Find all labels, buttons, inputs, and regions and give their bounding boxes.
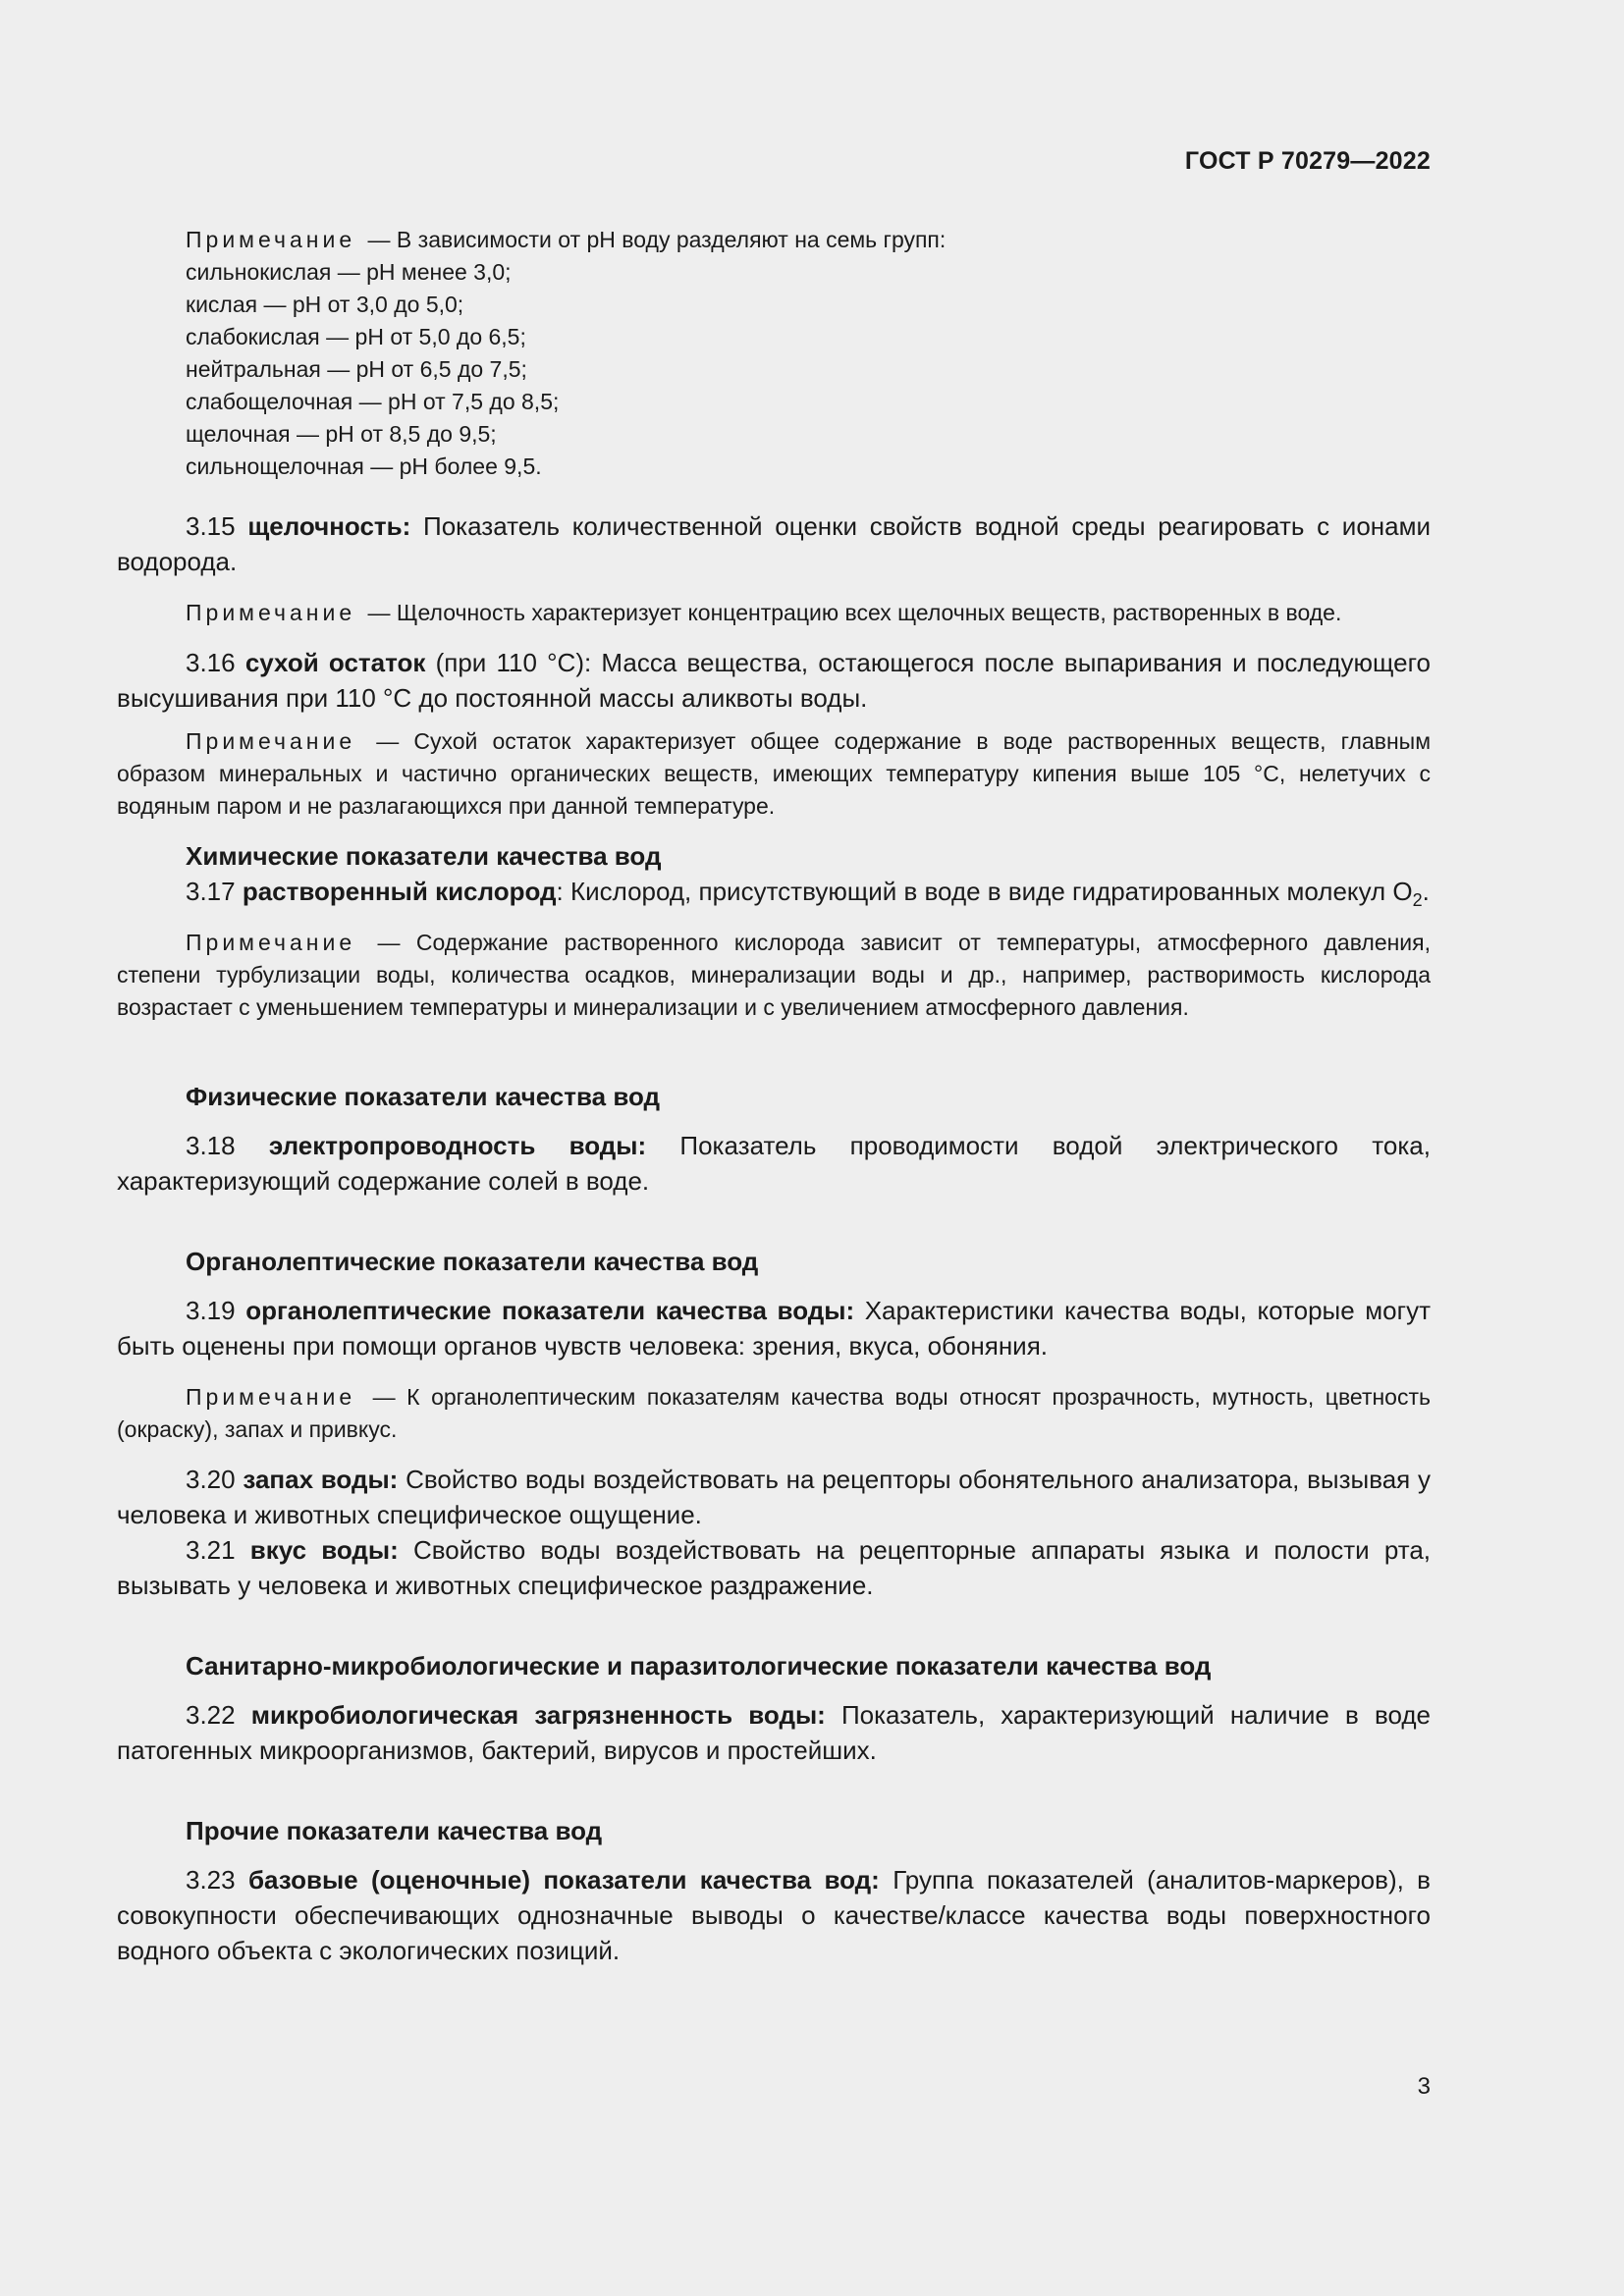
term-definition: Показатель проводимости водой электрического тока, характеризующий содержание солей в воде. (117, 1131, 1431, 1196)
term-definition: Свойство воды воздействовать на рецепторы обонятельного анализатора, вызывая у человека и животных специфическое ощущение. (117, 1465, 1431, 1529)
term-definition: Свойство воды воздействовать на рецепторные аппараты языка и полости рта, вызывать у человека и животных специфическое раздражение. (117, 1535, 1432, 1600)
note-3-16 (117, 725, 1431, 823)
note-label: Примечание (186, 930, 356, 955)
term-3-18 (117, 1128, 1431, 1199)
list-item: слабокислая — рН от 5,0 до 6,5; (186, 324, 526, 349)
term-qualifier: (при 110 °С): (435, 648, 592, 677)
term-number: 3.23 (186, 1865, 236, 1895)
section-heading-sanitary: Санитарно-микробиологические и паразитологические показатели качества вод (186, 1651, 1212, 1681)
section-heading-chemical: Химические показатели качества вод (186, 841, 662, 871)
term-3-15 (117, 508, 1431, 579)
term-name: растворенный кислород (242, 877, 557, 906)
term-3-20 (117, 1462, 1431, 1532)
term-tail: . (1422, 877, 1430, 906)
note-label: Примечание (186, 227, 356, 252)
term-name: запах воды: (243, 1465, 399, 1494)
term-definition: Показатель количественной оценки свойств водной среды реагировать с ионами водорода. (117, 511, 1432, 576)
term-number: 3.18 (186, 1131, 236, 1160)
list-item: щелочная — рН от 8,5 до 9,5; (186, 421, 497, 447)
note-ph (117, 224, 1431, 256)
term-number: 3.15 (186, 511, 236, 541)
term-number: 3.19 (186, 1296, 236, 1325)
section-heading-physical: Физические показатели качества вод (186, 1082, 661, 1111)
term-number: 3.22 (186, 1700, 236, 1730)
standard-id: ГОСТ Р 70279—2022 (1184, 147, 1431, 175)
note-text: — В зависимости от рН воду разделяют на семь групп: (367, 227, 947, 252)
list-item: сильнокислая — рН менее 3,0; (186, 259, 512, 285)
term-name: вкус воды: (249, 1535, 399, 1565)
term-name: микробиологическая загрязненность воды: (250, 1700, 826, 1730)
term-3-23 (117, 1862, 1431, 1968)
section-heading-other: Прочие показатели качества вод (186, 1816, 603, 1845)
note-3-17 (117, 927, 1431, 1024)
page-number: 3 (1417, 2073, 1431, 2100)
note-text: — Щелочность характеризует концентрацию всех щелочных веществ, растворенных в воде. (367, 600, 1342, 625)
term-3-17 (117, 874, 1431, 909)
term-name: базовые (оценочные) показатели качества вод: (247, 1865, 880, 1895)
ph-groups-list (186, 256, 1431, 483)
note-text: — Содержание растворенного кислорода зависит от температуры, атмосферного давления, степени турбулизации воды, количества осадков, минерализации воды и др., например, растворимость кислорода возрастает с уменьшением температуры и минерализации и с увеличением атмосферного давления. (117, 930, 1432, 1020)
term-name: электропроводность воды: (268, 1131, 647, 1160)
term-definition: : Кислород, присутствующий в воде в виде гидратированных молекул О (556, 877, 1413, 906)
term-name: сухой остаток (244, 648, 426, 677)
list-item: сильнощелочная — рН более 9,5. (186, 454, 542, 479)
term-number: 3.20 (186, 1465, 236, 1494)
list-item: кислая — рН от 3,0 до 5,0; (186, 292, 464, 317)
term-number: 3.21 (186, 1535, 236, 1565)
page-content (117, 224, 1431, 1986)
term-number: 3.17 (186, 877, 236, 906)
note-label: Примечание (186, 1384, 356, 1410)
list-item: слабощелочная — рН от 7,5 до 8,5; (186, 389, 560, 414)
term-name: органолептические показатели качества воды: (245, 1296, 855, 1325)
term-number: 3.16 (186, 648, 236, 677)
note-text: — К органолептическим показателям качества воды относят прозрачность, мутность, цветность (окраску), запах и привкус. (117, 1384, 1431, 1442)
note-3-19 (117, 1381, 1431, 1446)
term-definition: Масса вещества, остающегося после выпаривания и последующего высушивания при 110 °С до постоянной массы аликвоты воды. (117, 648, 1431, 713)
note-text: — Сухой остаток характеризует общее содержание в воде растворенных веществ, главным образом минеральных и частично органических веществ, имеющих температуру кипения выше 105 °С, нелетучих с водяным паром и не разлагающихся при данной температуре. (117, 728, 1432, 819)
term-3-22 (117, 1697, 1431, 1768)
term-3-19 (117, 1293, 1431, 1363)
note-3-15 (117, 597, 1431, 629)
term-3-16 (117, 645, 1431, 716)
section-heading-organoleptic: Органолептические показатели качества вод (186, 1247, 759, 1276)
term-definition: Показатель, характеризующий наличие в воде патогенных микроорганизмов, бактерий, вирусов и простейших. (117, 1700, 1431, 1765)
note-label: Примечание (186, 600, 356, 625)
term-name: щелочность: (247, 511, 411, 541)
note-label: Примечание (186, 728, 356, 754)
term-definition: Группа показателей (аналитов-маркеров), в совокупности обеспечивающих однозначные выводы о качестве/классе качества воды поверхностного водного объекта с экологических позиций. (117, 1865, 1431, 1965)
term-definition: Характеристики качества воды, которые могут быть оценены при помощи органов чувств человека: зрения, вкуса, обоняния. (117, 1296, 1431, 1361)
term-3-21 (117, 1532, 1431, 1603)
subscript: 2 (1412, 890, 1423, 910)
list-item: нейтральная — рН от 6,5 до 7,5; (186, 356, 527, 382)
